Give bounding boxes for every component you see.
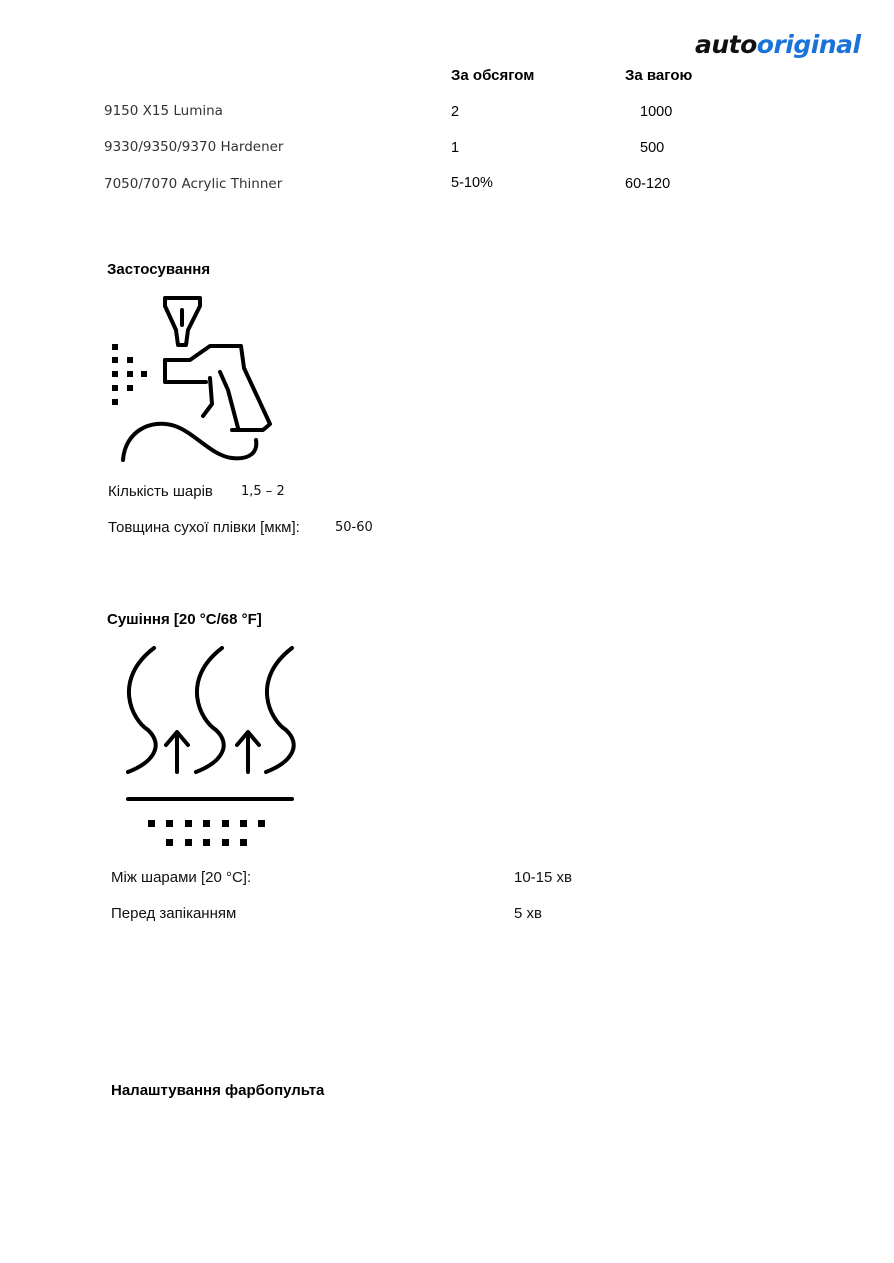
row-2-volume: 1 bbox=[451, 140, 460, 156]
between-coats-label: Між шарами [20 °C]: bbox=[111, 869, 252, 886]
coats-value: 1,5 – 2 bbox=[241, 484, 285, 499]
before-bake-value: 5 хв bbox=[514, 905, 542, 922]
row-3-volume: 5-10% bbox=[451, 175, 493, 191]
film-thickness-label: Товщина сухої плівки [мкм]: bbox=[108, 519, 300, 536]
autooriginal-logo bbox=[695, 30, 861, 60]
heat-drying-icon bbox=[120, 640, 300, 852]
spray-gun-settings-title: Налаштування фарбопульта bbox=[111, 1082, 325, 1099]
application-title: Застосування bbox=[107, 261, 211, 278]
row-1-volume: 2 bbox=[451, 104, 460, 120]
drying-title: Сушіння [20 °C/68 °F] bbox=[107, 611, 262, 628]
row-1-weight: 1000 bbox=[640, 104, 673, 120]
logo-part-original: original bbox=[756, 30, 861, 59]
header-by-volume: За обсягом bbox=[451, 67, 535, 84]
logo-part-auto: auto bbox=[695, 30, 757, 59]
film-thickness-value: 50-60 bbox=[335, 520, 373, 535]
row-1-product: 9150 X15 Lumina bbox=[104, 103, 223, 119]
spray-gun-icon bbox=[105, 292, 280, 467]
before-bake-label: Перед запіканням bbox=[111, 905, 237, 922]
row-2-weight: 500 bbox=[640, 140, 665, 156]
coats-label: Кількість шарів bbox=[108, 483, 213, 500]
row-3-weight: 60-120 bbox=[625, 176, 671, 192]
row-3-product: 7050/7070 Acrylic Thinner bbox=[104, 176, 283, 192]
between-coats-value: 10-15 хв bbox=[514, 869, 573, 886]
row-2-product: 9330/9350/9370 Hardener bbox=[104, 139, 284, 155]
header-by-weight: За вагою bbox=[625, 67, 693, 84]
